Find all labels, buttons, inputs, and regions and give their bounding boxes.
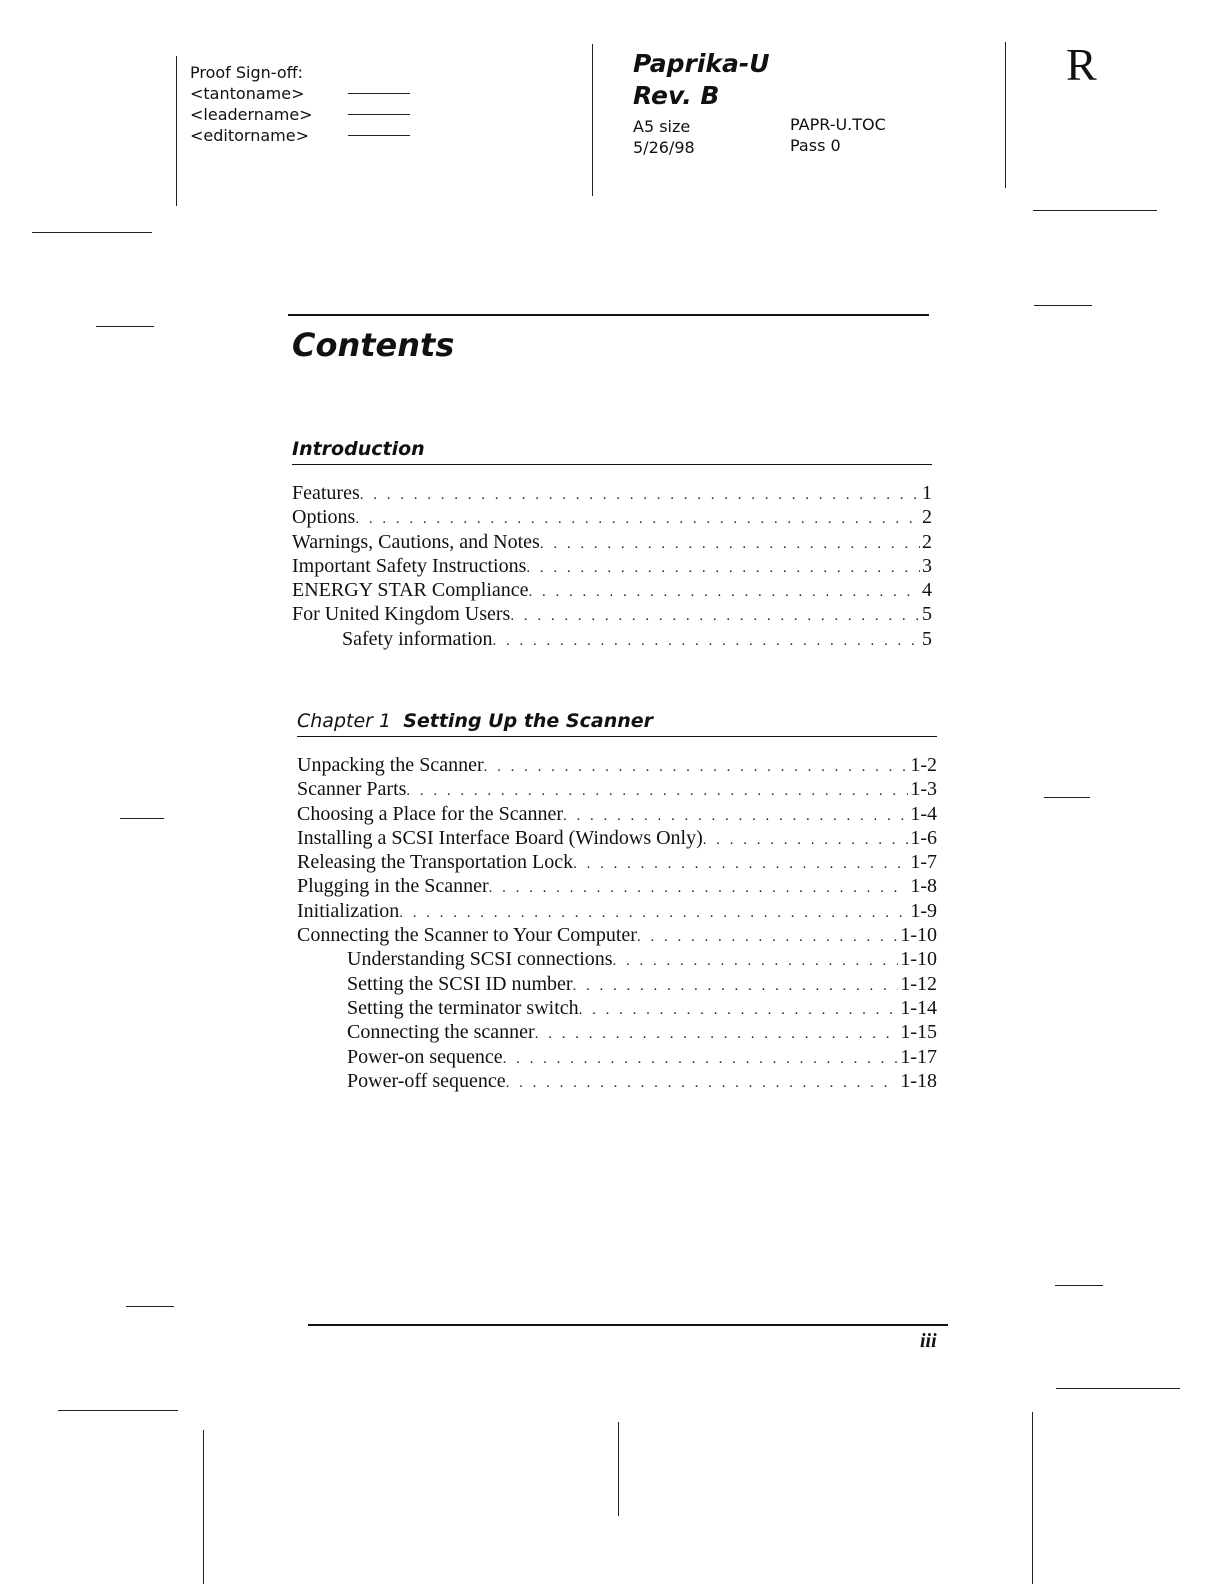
leader-dots xyxy=(489,876,909,900)
toc-entry-title: Scanner Parts xyxy=(297,778,407,801)
toc-entry-title: ENERGY STAR Compliance xyxy=(292,579,529,602)
toc-entry-page: 1-6 xyxy=(910,826,937,849)
toc-entry-page: 5 xyxy=(922,603,932,626)
section-chapter-1 xyxy=(297,710,937,1093)
footer-rule xyxy=(308,1324,948,1326)
toc-list xyxy=(297,753,937,1093)
leader-dots xyxy=(406,779,908,803)
proof-signoff xyxy=(190,62,410,146)
signoff-leader: <leadername> xyxy=(190,105,313,124)
toc-subentry[interactable] xyxy=(297,972,937,996)
toc-subentry[interactable] xyxy=(297,947,937,971)
leader-dots xyxy=(503,1047,899,1071)
section-title: Setting Up the Scanner xyxy=(403,710,654,732)
section-heading xyxy=(292,438,932,465)
file-name: PAPR-U.TOC xyxy=(790,115,886,134)
leader-dots xyxy=(355,507,920,531)
toc-subentry[interactable] xyxy=(297,1020,937,1044)
toc-entry-page: 2 xyxy=(922,506,932,529)
leader-dots xyxy=(535,1022,899,1046)
crop-mark xyxy=(126,1306,174,1307)
crop-mark xyxy=(1005,42,1006,188)
toc-entry-title: For United Kingdom Users xyxy=(292,603,511,626)
revision: Rev. B xyxy=(633,81,720,110)
signoff-tanto: <tantoname> xyxy=(190,84,305,103)
toc-entry-title: Initialization xyxy=(297,899,400,922)
toc-entry-title: Safety information xyxy=(342,627,493,650)
crop-mark xyxy=(120,818,164,819)
toc-entry[interactable] xyxy=(297,923,937,947)
section-heading xyxy=(297,710,937,737)
toc-entry-title: Understanding SCSI connections xyxy=(347,948,613,971)
toc-entry-title: Warnings, Cautions, and Notes xyxy=(292,530,540,553)
crop-mark xyxy=(1044,797,1090,798)
leader-dots xyxy=(579,998,899,1022)
leader-dots xyxy=(573,852,908,876)
project-header xyxy=(633,48,770,112)
toc-subentry[interactable] xyxy=(297,996,937,1020)
crop-mark xyxy=(1056,1388,1180,1389)
leader-dots xyxy=(493,629,920,653)
toc-entry-page: 1 xyxy=(922,482,932,504)
toc-entry-page: 1-10 xyxy=(900,924,937,947)
crop-mark xyxy=(96,326,154,327)
pass: Pass 0 xyxy=(790,136,841,155)
toc-entry-page: 1-10 xyxy=(900,948,937,971)
section-title: Introduction xyxy=(292,438,425,460)
toc-entry-title: Connecting the scanner xyxy=(347,1021,535,1044)
toc-entry[interactable] xyxy=(297,826,937,850)
signoff-line xyxy=(348,135,410,136)
toc-entry-title: Connecting the Scanner to Your Computer xyxy=(297,924,637,947)
toc-entry[interactable] xyxy=(297,874,937,898)
crop-mark xyxy=(1032,1412,1033,1584)
toc-entry-page: 4 xyxy=(922,579,932,602)
meta-left xyxy=(633,116,695,158)
leader-dots xyxy=(573,974,899,998)
toc-entry-page: 1-15 xyxy=(900,1021,937,1044)
toc-entry-page: 1-18 xyxy=(900,1069,937,1092)
project-name: Paprika-U xyxy=(633,49,770,78)
meta-right xyxy=(790,114,886,156)
crop-mark xyxy=(32,232,152,233)
toc-entry[interactable] xyxy=(292,554,932,578)
toc-subentry[interactable] xyxy=(292,627,932,651)
toc-entry-page: 1-12 xyxy=(900,972,937,995)
toc-entry-page: 1-17 xyxy=(900,1045,937,1068)
toc-list xyxy=(292,481,932,651)
toc-entry-title: Power-on sequence xyxy=(347,1045,503,1068)
leader-dots xyxy=(529,580,920,604)
toc-entry-page: 5 xyxy=(922,627,932,650)
signoff-line xyxy=(348,93,410,94)
toc-entry-page: 1-7 xyxy=(910,851,937,874)
toc-subentry[interactable] xyxy=(297,1045,937,1069)
toc-entry-page: 1-9 xyxy=(910,899,937,922)
leader-dots xyxy=(703,828,909,852)
leader-dots xyxy=(563,804,908,828)
leader-dots xyxy=(360,483,920,507)
toc-entry-page: 1-2 xyxy=(910,754,937,776)
crop-mark xyxy=(1055,1285,1103,1286)
toc-entry[interactable] xyxy=(297,753,937,777)
toc-entry[interactable] xyxy=(297,850,937,874)
crop-mark xyxy=(1034,305,1092,306)
leader-dots xyxy=(540,532,920,556)
toc-entry[interactable] xyxy=(297,777,937,801)
toc-entry[interactable] xyxy=(292,481,932,505)
crop-mark xyxy=(176,56,177,206)
toc-entry-page: 3 xyxy=(922,554,932,577)
registration-mark: R xyxy=(1066,39,1097,90)
page-number: iii xyxy=(920,1330,937,1352)
title-rule xyxy=(288,314,929,316)
toc-entry-title: Releasing the Transportation Lock xyxy=(297,851,574,874)
crop-mark xyxy=(203,1430,204,1584)
toc-entry-title: Setting the SCSI ID number xyxy=(347,972,573,995)
toc-entry-title: Features xyxy=(292,482,360,504)
leader-dots xyxy=(484,755,909,779)
crop-mark xyxy=(58,1410,178,1411)
toc-entry[interactable] xyxy=(292,602,932,626)
toc-entry-title: Unpacking the Scanner xyxy=(297,754,484,776)
toc-entry-title: Setting the terminator switch xyxy=(347,996,579,1019)
toc-entry[interactable] xyxy=(292,530,932,554)
toc-entry-title: Important Safety Instructions xyxy=(292,554,527,577)
toc-entry-title: Installing a SCSI Interface Board (Windows Only) xyxy=(297,826,703,849)
leader-dots xyxy=(399,901,908,925)
toc-entry-page: 1-8 xyxy=(910,875,937,898)
toc-entry[interactable] xyxy=(292,578,932,602)
leader-dots xyxy=(637,925,898,949)
chapter-label: Chapter 1 xyxy=(297,710,392,732)
signoff-editor: <editorname> xyxy=(190,126,309,145)
crop-mark xyxy=(1033,210,1157,211)
toc-entry-title: Power-off sequence xyxy=(347,1069,506,1092)
toc-entry-title: Choosing a Place for the Scanner xyxy=(297,802,564,825)
toc-entry[interactable] xyxy=(297,899,937,923)
leader-dots xyxy=(526,556,920,580)
toc-entry-title: Plugging in the Scanner xyxy=(297,875,489,898)
crop-mark xyxy=(592,44,593,196)
toc-subentry[interactable] xyxy=(297,1069,937,1093)
toc-entry-page: 1-14 xyxy=(900,996,937,1019)
toc-entry-page: 2 xyxy=(922,530,932,553)
section-introduction xyxy=(292,438,932,651)
toc-entry-page: 1-3 xyxy=(910,778,937,801)
signoff-line xyxy=(348,114,410,115)
leader-dots xyxy=(510,604,920,628)
leader-dots xyxy=(506,1071,899,1095)
signoff-title: Proof Sign-off: xyxy=(190,63,304,82)
toc-entry[interactable] xyxy=(292,505,932,529)
toc-entry-page: 1-4 xyxy=(910,802,937,825)
leader-dots xyxy=(613,949,899,973)
paper-size: A5 size xyxy=(633,117,691,136)
date: 5/26/98 xyxy=(633,138,695,157)
toc-entry[interactable] xyxy=(297,802,937,826)
page-title: Contents xyxy=(292,326,455,364)
crop-mark xyxy=(618,1422,619,1516)
toc-entry-title: Options xyxy=(292,506,356,529)
